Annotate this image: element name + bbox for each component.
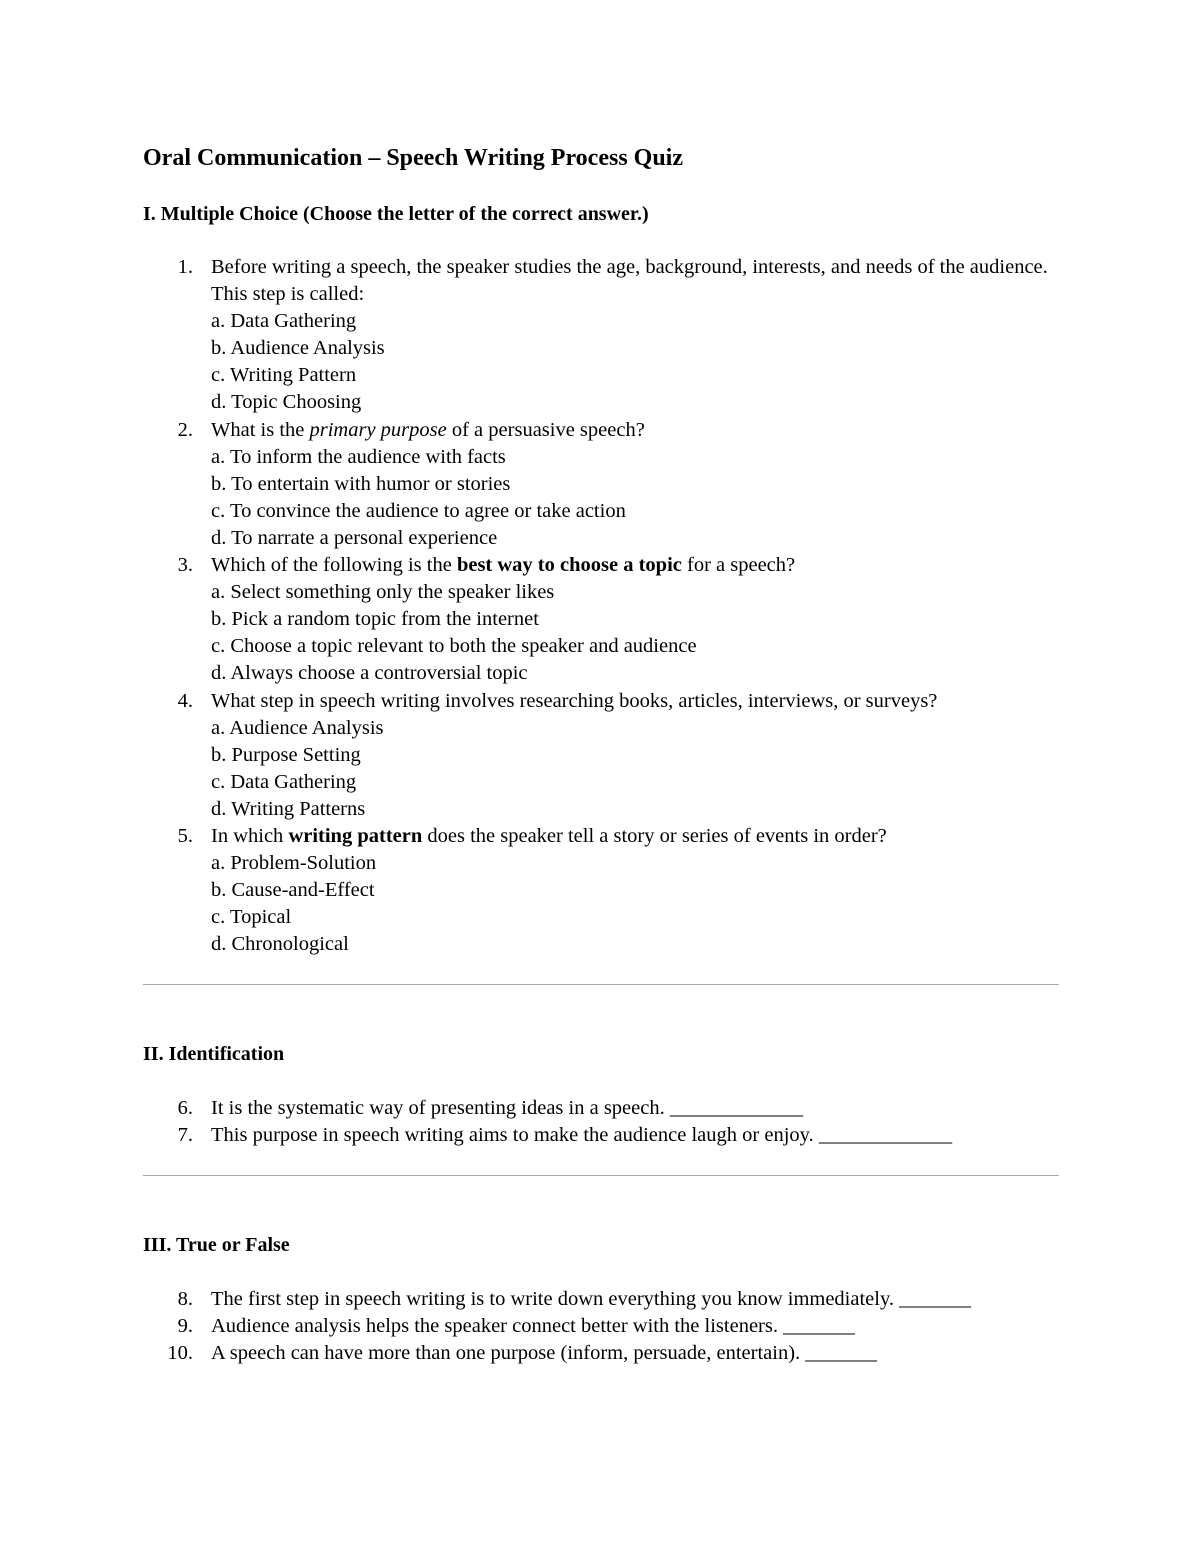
question-text: This purpose in speech writing aims to make the audience laugh or enjoy. _____________ — [211, 1124, 953, 1147]
option-a: a. Problem-Solution — [211, 852, 377, 875]
section-divider — [143, 1175, 1059, 1176]
option-b: b. Audience Analysis — [211, 337, 385, 360]
multiple-choice-list — [0, 254, 1200, 958]
question-text-start: In which — [211, 824, 289, 847]
question-number: 10. — [167, 1342, 193, 1365]
question-5 — [0, 823, 1200, 958]
question-7 — [0, 1122, 1200, 1149]
section-heading-identification: II. Identification — [143, 1043, 285, 1065]
true-or-false-list — [0, 1286, 1200, 1367]
question-2 — [0, 417, 1200, 552]
option-d: d. Always choose a controversial topic — [211, 662, 528, 685]
question-text-emphasis: writing pattern — [288, 824, 423, 847]
question-text: A speech can have more than one purpose (inform, persuade, entertain). _______ — [211, 1342, 878, 1365]
option-c: c. Data Gathering — [211, 770, 357, 793]
page-title: Oral Communication – Speech Writing Process Quiz — [143, 145, 683, 171]
option-a: a. Select something only the speaker likes — [211, 581, 555, 604]
option-d: d. Topic Choosing — [211, 391, 362, 414]
option-c: c. Choose a topic relevant to both the speaker and audience — [211, 635, 697, 658]
question-text — [211, 552, 1060, 579]
question-text-start: Which of the following is the — [211, 554, 457, 577]
question-number: 8. — [177, 1288, 193, 1310]
question-8 — [0, 1286, 1200, 1313]
option-d: d. To narrate a personal experience — [211, 526, 498, 549]
option-b: b. To entertain with humor or stories — [211, 472, 511, 495]
question-1 — [0, 254, 1200, 417]
question-text-emphasis: best way to choose a topic — [456, 554, 682, 577]
question-text: It is the systematic way of presenting ideas in a speech. _____________ — [211, 1097, 804, 1119]
question-text: The first step in speech writing is to write down everything you know immediately. _______ — [211, 1288, 971, 1310]
option-c: c. Topical — [211, 906, 292, 929]
question-text: What step in speech writing involves researching books, articles, interviews, or surveys? — [211, 689, 938, 712]
identification-list — [0, 1095, 1200, 1149]
section-heading-true-or-false: III. True or False — [143, 1234, 290, 1256]
question-text-end: of a persuasive speech? — [446, 418, 645, 441]
option-a: a. Audience Analysis — [211, 716, 384, 739]
question-text-start: What is the — [211, 418, 310, 441]
section-heading-multiple-choice: I. Multiple Choice (Choose the letter of the correct answer.) — [143, 203, 649, 225]
question-number: 6. — [177, 1097, 193, 1119]
question-text-emphasis: primary purpose — [309, 418, 447, 441]
section-divider — [143, 984, 1059, 985]
question-number: 7. — [177, 1124, 193, 1147]
question-number: 3. — [177, 554, 193, 577]
option-b: b. Cause-and-Effect — [211, 879, 375, 902]
question-3 — [0, 552, 1200, 687]
question-text — [211, 823, 1060, 850]
question-4 — [0, 688, 1200, 823]
question-number: 2. — [177, 418, 193, 441]
question-text: Before writing a speech, the speaker studies the age, background, interests, and needs of the audience. This step is called: — [211, 256, 1048, 306]
question-text: Audience analysis helps the speaker connect better with the listeners. _______ — [211, 1315, 855, 1338]
question-text-end: for a speech? — [681, 554, 796, 577]
question-number: 9. — [177, 1315, 193, 1338]
option-c: c. To convince the audience to agree or take action — [211, 499, 626, 522]
option-b: b. Purpose Setting — [211, 743, 361, 766]
option-a: a. Data Gathering — [211, 310, 357, 333]
option-a: a. To inform the audience with facts — [211, 445, 506, 468]
question-number: 4. — [177, 689, 193, 712]
question-number: 1. — [177, 256, 193, 278]
question-text — [211, 417, 1060, 444]
option-c: c. Writing Pattern — [211, 364, 357, 387]
question-10 — [0, 1340, 1200, 1367]
option-d: d. Chronological — [211, 933, 349, 956]
question-6 — [0, 1095, 1200, 1122]
question-number: 5. — [177, 824, 193, 847]
option-d: d. Writing Patterns — [211, 797, 366, 820]
question-9 — [0, 1313, 1200, 1340]
option-b: b. Pick a random topic from the internet — [211, 608, 539, 631]
question-text-end: does the speaker tell a story or series of events in order? — [422, 824, 887, 847]
